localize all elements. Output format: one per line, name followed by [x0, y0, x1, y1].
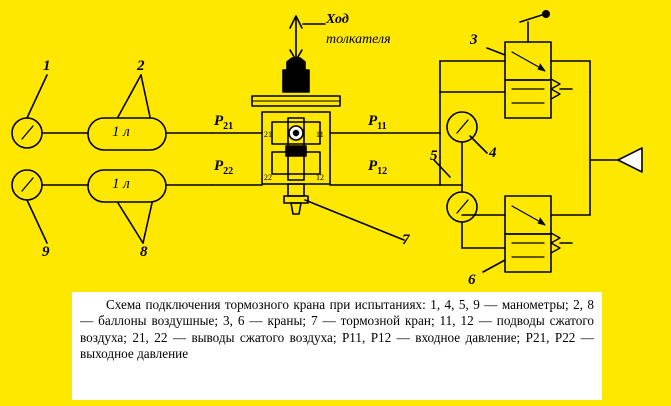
valve-spool-mid [286, 146, 306, 156]
valve-mark-22: 22 [264, 173, 272, 182]
leader-4 [470, 136, 487, 153]
leader-3 [487, 48, 505, 55]
valve-outlet-stem [288, 184, 304, 196]
valve-3-arrowhead [538, 64, 545, 71]
leader-2b [141, 75, 150, 117]
port-label-p11: $P_{11}$ [368, 113, 387, 132]
callout-1: 1 [43, 58, 51, 74]
figure-caption-box [72, 292, 602, 400]
stroke-label-line2: толкателя [326, 32, 391, 47]
gauge-4-needle [457, 120, 468, 133]
valve-6-spring [551, 233, 560, 253]
valve-3-lever-knob [543, 11, 549, 17]
callout-2: 2 [137, 58, 145, 74]
callout-4: 4 [489, 145, 497, 161]
valve-6-box-lower [505, 234, 551, 272]
leader-6 [483, 260, 505, 272]
valve-spool-top-dot [293, 130, 299, 136]
gauge-9-needle [22, 178, 33, 191]
valve-plunger-block [283, 70, 309, 86]
leader-1 [27, 75, 47, 118]
callout-9: 9 [42, 244, 50, 260]
valve-mark-11: 11 [316, 130, 324, 139]
callout-3: 3 [470, 32, 478, 48]
stroke-label-line1: Ход [326, 12, 349, 27]
callout-8: 8 [140, 244, 148, 260]
port-label-p21: $P_{21}$ [214, 113, 234, 132]
tank-8-label: 1 л [112, 176, 130, 192]
atmosphere-symbol [618, 148, 642, 172]
valve-mark-21: 21 [264, 130, 272, 139]
tank-2-label: 1 л [112, 124, 130, 140]
port-label-p12: $P_{12}$ [368, 158, 388, 177]
callout-6: 6 [468, 272, 476, 288]
valve-mark-12: 12 [316, 173, 324, 182]
leader-2a [118, 75, 141, 117]
valve-6-arrowhead [538, 218, 545, 225]
callout-7: 7 [402, 232, 410, 248]
valve-3-lever [520, 14, 545, 22]
leader-7 [305, 200, 404, 240]
valve-plunger-foot [283, 86, 309, 92]
figure-caption: Схема подключения тормозного крана при испытаниях: 1, 4, 5, 9 — манометры; 2, 8 — баллоны воздушные; 3, 6 — краны; 7 — тормозной кран; 11, 12 — подводы сжатого воздуха; 21, 22 — выводы сжатого воздуха; Р11, Р12 — входное давление; Р21, Р22 — выходное давление [80, 297, 594, 362]
leader-8b [143, 203, 152, 243]
valve-exhaust [291, 203, 301, 214]
valve-3-spring [551, 79, 560, 99]
leader-9 [27, 200, 47, 243]
gauge-5-needle [457, 200, 468, 213]
valve-3-box-lower [505, 80, 551, 118]
gauge-1-needle [22, 126, 33, 139]
leader-8a [118, 203, 143, 243]
callout-5: 5 [430, 148, 438, 164]
port-label-p22: $P_{22}$ [214, 158, 234, 177]
